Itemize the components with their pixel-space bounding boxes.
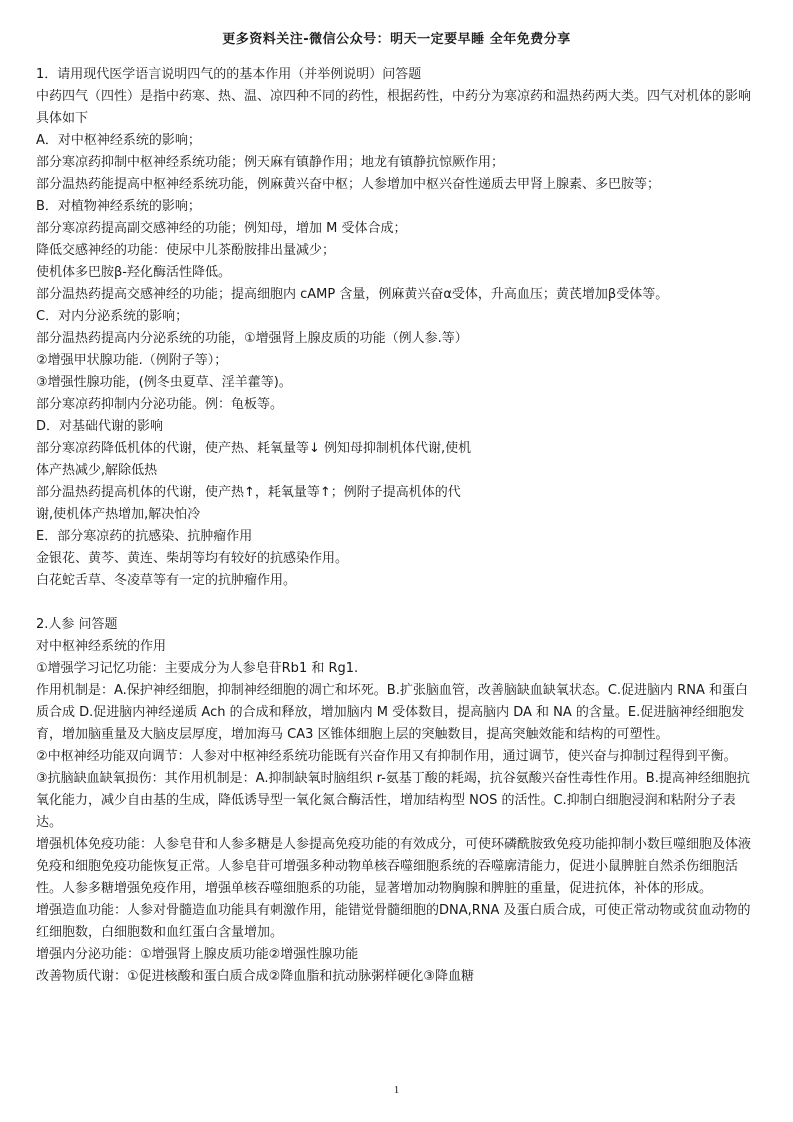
- text-line: 部分温热药能提高中枢神经系统功能，例麻黄兴奋中枢；人参增加中枢兴奋性递质去甲肾上腺素、多巴胺等；: [36, 177, 661, 192]
- text-line: 白花蛇舌草、冬凌草等有一定的抗肿瘤作用。: [36, 573, 297, 588]
- text-line: 1．请用现代医学语言说明四气的的基本作用（并举例说明）问答题: [36, 67, 422, 82]
- text-line: 增强造血功能：人参对骨髓造血功能具有刺激作用，能错觉骨髓细胞的DNA,RNA 及蛋白质合成，可使正常动物或贫血动物的红细胞数，白细胞数和血红蛋白含量增加。: [36, 903, 751, 940]
- text-line: ③抗脑缺血缺氧损伤：其作用机制是：A.抑制缺氧时脑组织 r-氨基丁酸的耗竭，抗谷氨酸兴奋性毒性作用。B.提高神经细胞抗氧化能力，减少自由基的生成，降低诱导型一氧化氮合酶活性，增加结构型 NOS 的活性。C.抑制白细胞浸润和粘附分子表达。: [36, 771, 750, 830]
- page-number: 1: [393, 1084, 400, 1096]
- section-gap: [36, 592, 756, 614]
- text-line: 使机体多巴胺β-羟化酶活性降低。: [36, 265, 231, 280]
- text-line: C．对内分泌系统的影响；: [36, 309, 189, 324]
- text-line: ①增强学习记忆功能：主要成分为人参皂苷Rb1 和 Rg1.: [36, 661, 359, 676]
- text-line: 部分温热药提高交感神经的功能；提高细胞内 cAMP 含量，例麻黄兴奋α受体，升高血压；黄芪增加β受体等。: [36, 287, 669, 302]
- text-line: 部分寒凉药降低机体的代谢，使产热、耗氧量等↓ 例知母抑制机体代谢,使机: [36, 441, 472, 456]
- section-four-qi: [36, 64, 756, 592]
- text-line: D．对基础代谢的影响: [36, 419, 164, 434]
- text-line: 降低交感神经的功能：使尿中儿茶酚胺排出量减少；: [36, 243, 336, 258]
- text-line: ②中枢神经功能双向调节：人参对中枢神经系统功能既有兴奋作用又有抑制作用，通过调节，使兴奋与抑制过程得到平衡。: [36, 749, 737, 764]
- text-line: 谢,使机体产热增加,解决怕冷: [36, 507, 201, 522]
- text-line: ②增强甲状腺功能.（例附子等）；: [36, 353, 228, 368]
- text-line: A．对中枢神经系统的影响；: [36, 133, 201, 148]
- text-line: 金银花、黄芩、黄连、柴胡等均有较好的抗感染作用。: [36, 551, 349, 566]
- text-line: E．部分寒凉药的抗感染、抗肿瘤作用: [36, 529, 253, 544]
- text-line: 改善物质代谢：①促进核酸和蛋白质合成②降血脂和抗动脉粥样硬化③降血糖: [36, 969, 474, 984]
- text-line: B．对植物神经系统的影响；: [36, 199, 201, 214]
- text-line: 作用机制是：A.保护神经细胞，抑制神经细胞的凋亡和坏死。B.扩张脑血管，改善脑缺血缺氧状态。C.促进脑内 RNA 和蛋白质合成 D.促进脑内神经递质 Ach 的合成和释放，增加脑内 M 受体数目，提高脑内 DA 和 NA 的含量。E.促进脑神经细胞发育，增加脑重量及大脑皮层厚度，增加海马 CA3 区锥体细胞上层的突触数目，提高突触效能和结构的可塑性。: [36, 683, 748, 742]
- text-line: 体产热减少,解除低热: [36, 463, 158, 478]
- text-line: 2.人参 问答题: [36, 617, 118, 632]
- text-line: 对中枢神经系统的作用: [36, 639, 167, 654]
- text-line: 增强机体免疫功能：人参皂苷和人参多糖是人参提高免疫功能的有效成分，可使环磷酰胺致免疫功能抑制小数巨噬细胞及体液免疫和细胞免疫功能恢复正常。人参皂苷可增强多种动物单核吞噬细胞系统的吞噬廓清能力，促进小鼠脾脏自然杀伤细胞活性。人参多糖增强免疫作用，增强单核吞噬细胞系的功能，显著增加动物胸腺和脾脏的重量，促进抗体，补体的形成。: [36, 837, 752, 896]
- text-line: 部分温热药提高机体的代谢，使产热↑，耗氧量等↑；例附子提高机体的代: [36, 485, 461, 500]
- text-line: 部分寒凉药抑制内分泌功能。例：龟板等。: [36, 397, 284, 412]
- text-line: 中药四气（四性）是指中药寒、热、温、凉四种不同的药性，根据药性，中药分为寒凉药和温热药两大类。四气对机体的影响具体如下: [36, 89, 752, 126]
- text-line: ③增强性腺功能，(例冬虫夏草、淫羊藿等)。: [36, 375, 292, 390]
- text-line: 部分寒凉药提高副交感神经的功能；例知母，增加 M 受体合成；: [36, 221, 407, 236]
- page-header: 更多资料关注-微信公众号：明天一定要早睡 全年免费分享: [222, 32, 571, 47]
- section-ginseng: [36, 614, 756, 988]
- document-body: [36, 64, 756, 988]
- text-line: 增强内分泌功能：①增强肾上腺皮质功能②增强性腺功能: [36, 947, 359, 962]
- text-line: 部分温热药提高内分泌系统的功能，①增强肾上腺皮质的功能（例人参.等）: [36, 331, 468, 346]
- text-line: 部分寒凉药抑制中枢神经系统功能；例天麻有镇静作用；地龙有镇静抗惊厥作用；: [36, 155, 505, 170]
